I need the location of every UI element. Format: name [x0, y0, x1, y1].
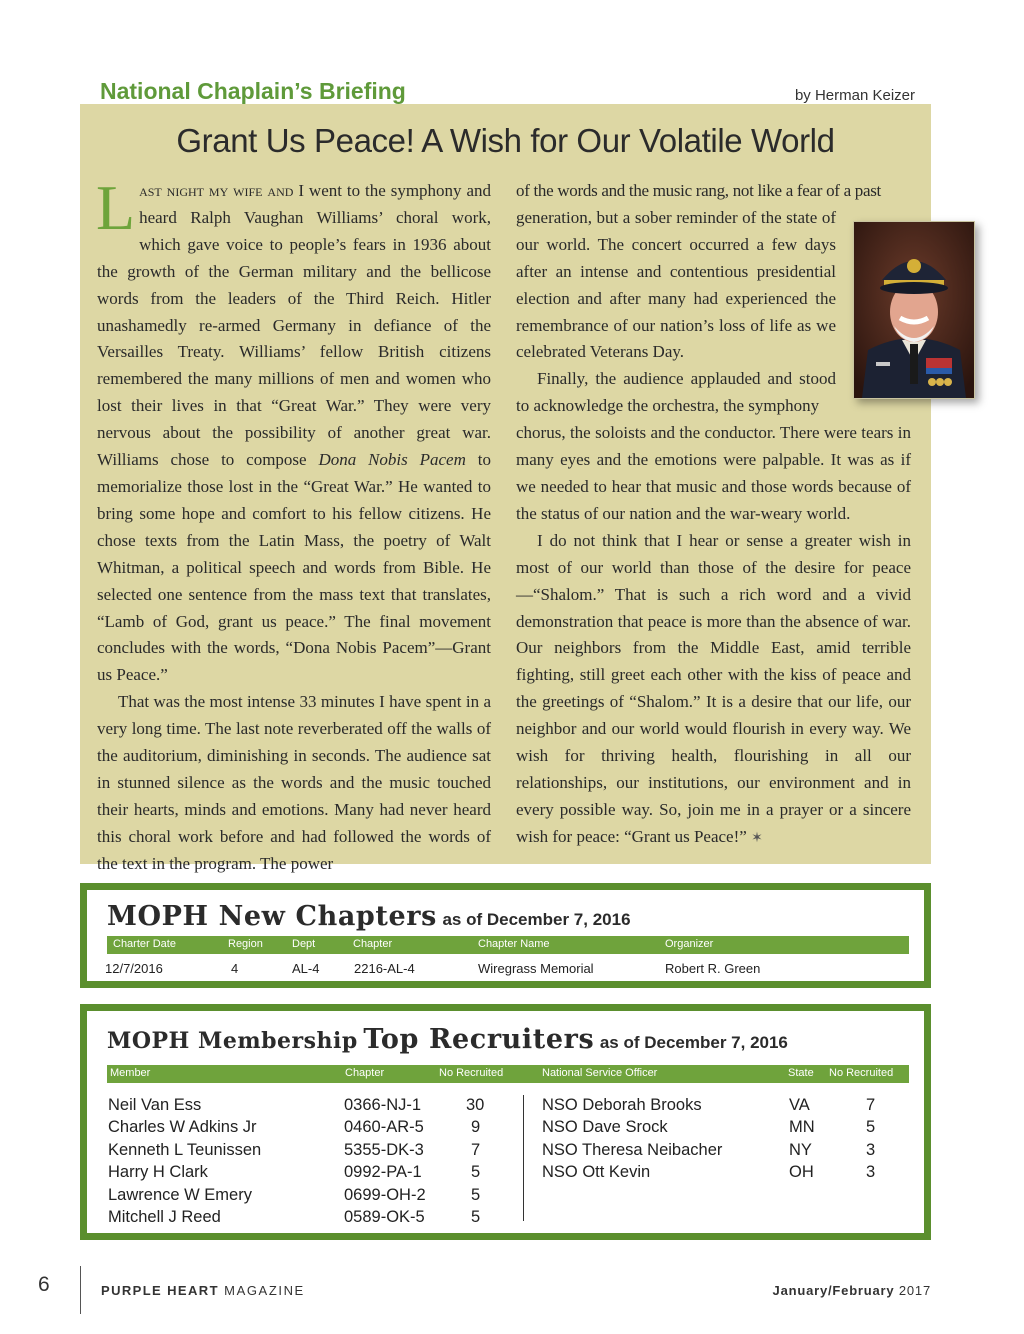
article-column-left — [96, 172, 491, 878]
col-no-recruited: No Recruited — [439, 1067, 504, 1079]
member-count: 9 — [471, 1118, 481, 1136]
col-chapter: Chapter — [353, 938, 393, 950]
col-state: State — [788, 1067, 814, 1079]
col-charter-date: Charter Date — [113, 938, 176, 950]
drop-cap: L — [96, 172, 136, 243]
chaplain-photo — [853, 221, 975, 399]
officer-count: 3 — [866, 1141, 876, 1159]
work-title: Dona Nobis Pacem — [318, 450, 466, 470]
officer-name: NSO Ott Kevin — [542, 1163, 651, 1181]
member-name: Harry H Clark — [108, 1163, 208, 1181]
officer-state: NY — [789, 1141, 812, 1159]
magazine-name-rest: MAGAZINE — [218, 1283, 305, 1298]
member-count: 5 — [471, 1163, 481, 1181]
member-name: Charles W Adkins Jr — [108, 1118, 257, 1136]
member-name: Kenneth L Teunissen — [108, 1141, 262, 1159]
member-chapter: 5355-DK-3 — [344, 1141, 424, 1159]
end-mark-icon: ✶ — [751, 830, 763, 846]
top-recruiters-date: as of December 7, 2016 — [599, 1033, 788, 1052]
new-chapters-title — [107, 901, 631, 932]
officer-count: 7 — [866, 1096, 876, 1114]
col-member: Member — [110, 1067, 151, 1079]
member-name: Mitchell J Reed — [108, 1208, 221, 1226]
article-paragraph-2: That was the most intense 33 minutes I have spent in a very long time. The last note reverberated off the walls of the auditorium, diminishing in seconds. The audience sat in stunned silence as the words and the music touched their hearts, minds and emotions. Many had never heard this choral work before and had followed the words of the text in the program. The power — [97, 692, 491, 873]
member-name: Lawrence W Emery — [108, 1186, 252, 1204]
member-chapter: 0699-OH-2 — [344, 1186, 426, 1204]
article-panel — [80, 104, 931, 873]
paragraph-text: I do not think that I hear or sense a greater wish in most of our world than those of the desire for peace—“Shalom.” That is such a rich word and a vivid demonstration that peace is more than the absence of war. Our neighbors from the Middle East, amid terrible fighting, still greet each other with the kiss of peace and the greetings of “Shalom.” It is a desire that our life, our neighbor and our world would flourish in every way. We wish for thriving health, flourishing in all our relationships, our institutions, our environment and in every possible way. So, join me in a prayer or a sincere wish for peace: “Grant us Peace!” — [516, 530, 911, 846]
article-paragraph-5 — [516, 528, 911, 853]
portrait-illustration — [854, 222, 974, 398]
officer-name: NSO Dave Srock — [542, 1118, 668, 1136]
issue-months: January/February — [772, 1283, 895, 1298]
member-count: 5 — [471, 1208, 481, 1226]
cell-organizer: Robert R. Green — [665, 961, 761, 976]
col-region: Region — [228, 938, 263, 950]
new-chapters-panel — [80, 883, 931, 988]
issue-year: 2017 — [894, 1283, 931, 1298]
member-name: Neil Van Ess — [108, 1096, 202, 1114]
member-count: 5 — [471, 1186, 481, 1204]
officer-name: NSO Deborah Brooks — [542, 1096, 702, 1114]
article-paragraph-3: generation, but a sober reminder of the state of our world. The concert occurred a few days after an intense and contentious presidential election and after many had experienced the remembrance of our nation’s loss of life as we celebrated Veterans Day. — [516, 207, 836, 362]
article-paragraph-1 — [96, 172, 491, 689]
member-chapter: 0992-PA-1 — [344, 1163, 422, 1181]
officer-state: VA — [789, 1096, 810, 1114]
magazine-name-bold: PURPLE HEART — [101, 1283, 219, 1298]
top-recruiters-panel — [80, 1004, 931, 1240]
new-chapters-date: as of December 7, 2016 — [442, 910, 631, 929]
top-recruiters-heading-2: Top Recruiters — [363, 1024, 595, 1055]
column-divider — [523, 1095, 524, 1221]
new-chapters-header-row — [107, 936, 909, 954]
officer-name: NSO Theresa Neibacher — [542, 1141, 723, 1159]
officer-state: MN — [789, 1118, 815, 1136]
page-number: 6 — [38, 1273, 50, 1296]
byline: by Herman Keizer — [794, 87, 915, 104]
cell-chapter-name: Wiregrass Memorial — [478, 961, 594, 976]
member-count: 30 — [466, 1096, 485, 1114]
col-chapter-name: Chapter Name — [478, 938, 550, 950]
col-organizer: Organizer — [665, 938, 714, 950]
magazine-name — [101, 1283, 305, 1298]
cell-dept: AL-4 — [292, 961, 320, 976]
officer-count: 3 — [866, 1163, 876, 1181]
footer-divider — [80, 1266, 81, 1314]
top-recruiters-title — [107, 1024, 788, 1055]
paragraph-text: went to the symphony and heard Ralph Vaughan Williams’ choral work, which gave voice to people’s fears in 1936 about the growth of the German military and the bellicose words from the leaders of the Third Reich. Hitler unashamedly re-armed Germany in defiance of the Versailles Treaty. Williams’ fellow British citizens remembered the many millions of men and women who lost their lives in that “Great War.” They were very nervous about the possibility of another great war. Williams chose to compose — [97, 181, 491, 470]
cell-chapter: 2216-AL-4 — [354, 961, 415, 976]
member-chapter: 0589-OK-5 — [344, 1208, 425, 1226]
top-recruiters-header-row — [107, 1065, 909, 1083]
issue-date — [773, 1283, 931, 1298]
article-paragraph-4-cont: chorus, the soloists and the conductor. There were tears in many eyes and the emotions were palpable. It was as if we needed to hear that music and those words because of the status of our nation and the war-weary world. — [516, 423, 911, 523]
new-chapters-heading: MOPH New Chapters — [107, 901, 437, 932]
top-recruiters-heading-1: MOPH Membership — [107, 1028, 358, 1054]
member-chapter: 0366-NJ-1 — [344, 1096, 422, 1114]
member-count: 7 — [471, 1141, 481, 1159]
article-paragraph-4: Finally, the audience applauded and stood to acknowledge the orchestra, the symphony — [516, 369, 836, 416]
lead-in: ast night my wife and I — [139, 181, 304, 200]
cell-charter-date: 12/7/2016 — [105, 961, 163, 976]
officer-count: 5 — [866, 1118, 876, 1136]
paragraph-text: to memorialize those lost in the “Great War.” He wanted to bring some hope and comfort to his fellow citizens. He chose texts from the Latin Mass, the poetry of Walt Whitman, a political speech and words from Bible. He selected one sentence from the mass text that translates, “Lamb of God, grant us peace.” The final movement concludes with the words, “Dona Nobis Pacem”—Grant us Peace.” — [97, 450, 491, 685]
officer-state: OH — [789, 1163, 814, 1181]
col-chapter: Chapter — [345, 1067, 385, 1079]
section-label: National Chaplain’s Briefing — [100, 78, 406, 104]
article-column-right — [516, 178, 911, 853]
col-dept: Dept — [292, 938, 316, 950]
article-paragraph-3-first-line: of the words and the music rang, not like a fear of a past — [516, 181, 881, 200]
headline: Grant Us Peace! A Wish for Our Volatile World — [176, 122, 835, 159]
member-chapter: 0460-AR-5 — [344, 1118, 424, 1136]
col-no-recruited-nso: No Recruited — [829, 1067, 894, 1079]
col-national-service-officer: National Service Officer — [542, 1067, 658, 1079]
cell-region: 4 — [231, 961, 239, 976]
